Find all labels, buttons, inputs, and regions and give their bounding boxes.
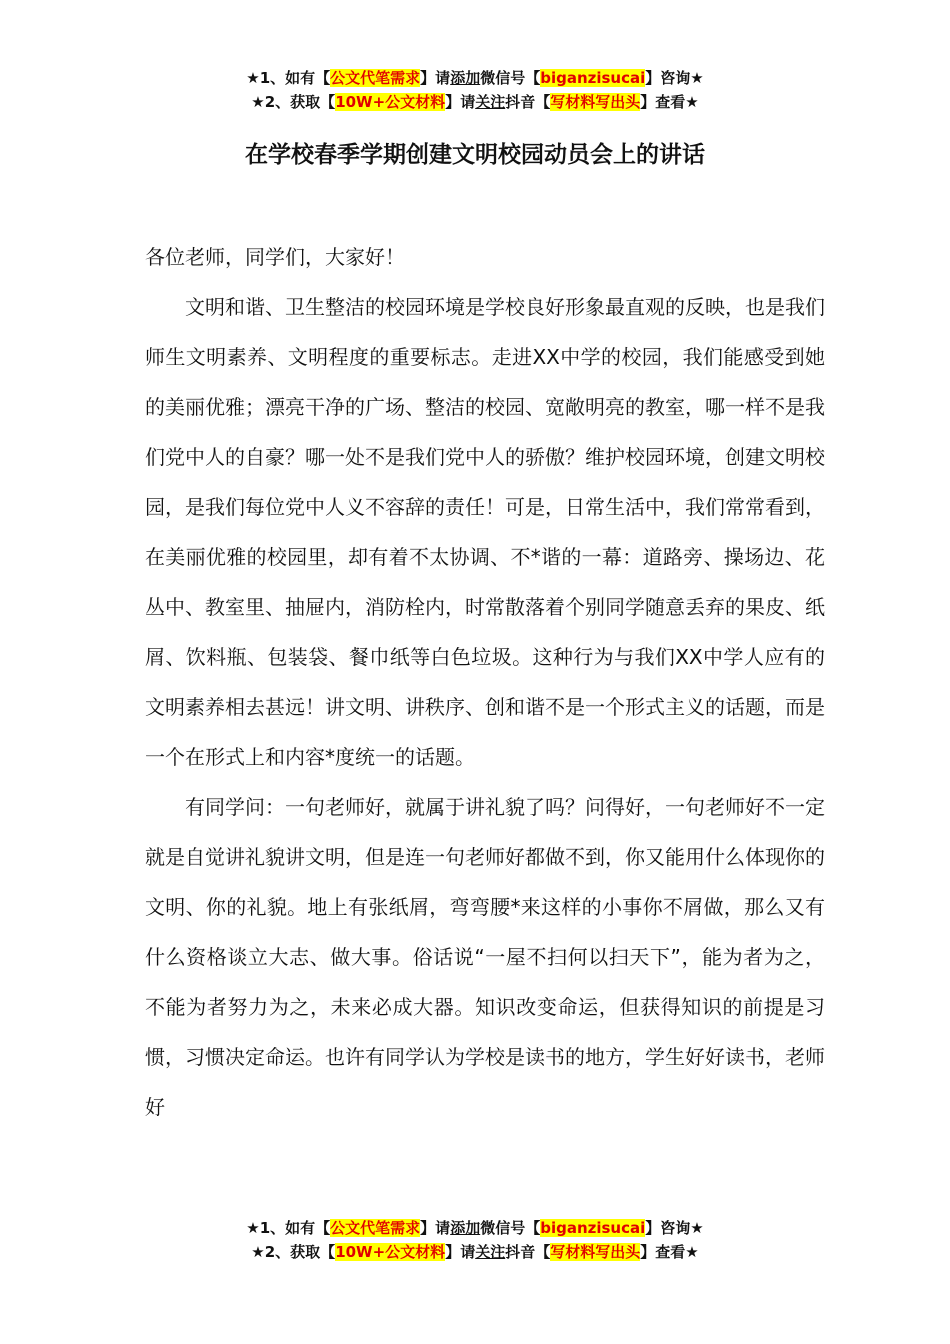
footer-banner (0, 1216, 950, 1264)
highlight-materials: 10W+公文材料 (335, 93, 446, 111)
document-body (145, 232, 825, 1132)
highlight-ghostwriting: 公文代笔需求 (330, 69, 421, 87)
banner-line-2: ★2、获取【10W+公文材料】请关注抖音【写材料写出头】查看★ (251, 93, 699, 111)
highlight-wechat-id: biganzisucai (540, 69, 646, 87)
paragraph-1: 文明和谐、卫生整洁的校园环境是学校良好形象最直观的反映，也是我们师生文明素养、文明程度的重要标志。走进XX中学的校园，我们能感受到她的美丽优雅；漂亮干净的广场、整洁的校园、宽敞明亮的教室，哪一样不是我们党中人的自豪？哪一处不是我们党中人的骄傲？维护校园环境，创建文明校园，是我们每位党中人义不容辞的责任！可是，日常生活中，我们常常看到，在美丽优雅的校园里，却有着不太协调、不*谐的一幕：道路旁、操场边、花丛中、教室里、抽屉内，消防栓内，时常散落着个别同学随意丢弃的果皮、纸屑、饮料瓶、包装袋、餐巾纸等白色垃圾。这种行为与我们XX中学人应有的文明素养相去甚远！讲文明、讲秩序、创和谐不是一个形式主义的话题，而是一个在形式上和内容*度统一的话题。 (145, 295, 825, 769)
banner-line-1: ★1、如有【公文代笔需求】请添加微信号【biganzisucai】咨询★ (246, 69, 704, 87)
footer-highlight-douyin: 写材料写出头 (550, 1243, 641, 1261)
footer-line-2: ★2、获取【10W+公文材料】请关注抖音【写材料写出头】查看★ (251, 1243, 699, 1261)
highlight-douyin: 写材料写出头 (550, 93, 641, 111)
footer-highlight-ghostwriting: 公文代笔需求 (330, 1219, 421, 1237)
greeting: 各位老师，同学们，大家好！ (145, 245, 405, 269)
footer-highlight-wechat-id: biganzisucai (540, 1219, 646, 1237)
header-banner (0, 66, 950, 114)
paragraph-2: 有同学问：一句老师好，就属于讲礼貌了吗？问得好，一句老师好不一定就是自觉讲礼貌讲文明，但是连一句老师好都做不到，你又能用什么体现你的文明、你的礼貌。地上有张纸屑，弯弯腰*来这样的小事你不屑做，那么又有什么资格谈立大志、做大事。俗话说“一屋不扫何以扫天下”，能为者为之，不能为者努力为之，未来必成大器。知识改变命运，但获得知识的前提是习惯，习惯决定命运。也许有同学认为学校是读书的地方，学生好好读书，老师好 (145, 795, 825, 1119)
document-title: 在学校春季学期创建文明校园动员会上的讲话 (245, 142, 705, 168)
footer-line-1: ★1、如有【公文代笔需求】请添加微信号【biganzisucai】咨询★ (246, 1219, 704, 1237)
footer-highlight-materials: 10W+公文材料 (335, 1243, 446, 1261)
